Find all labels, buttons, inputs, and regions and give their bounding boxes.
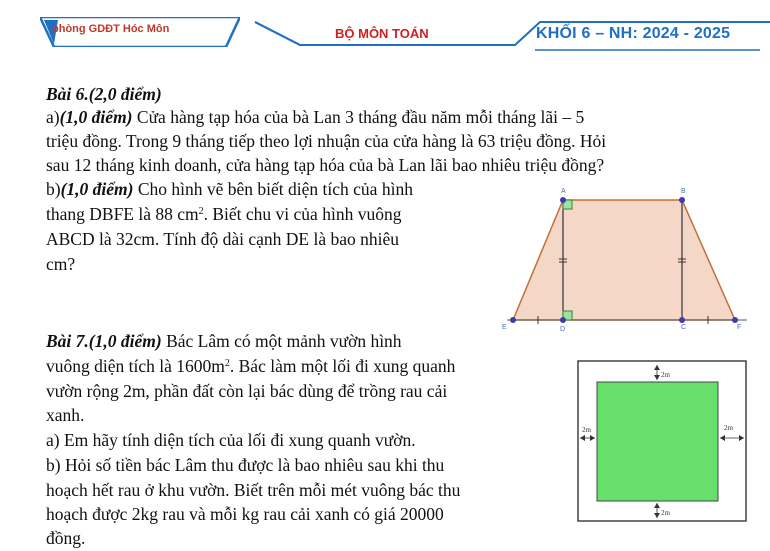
- label-e: E: [502, 324, 507, 331]
- dim-bottom-label: 2m: [661, 509, 670, 517]
- bai7-text1: Bác Lâm có một mảnh vườn hình: [161, 331, 402, 351]
- bai7-line6: b) Hỏi số tiền bác Lâm thu được là bao nhiêu sau khi thu: [46, 455, 445, 475]
- bai6-a-line1: [46, 106, 584, 128]
- label-f: F: [737, 324, 742, 331]
- bai6-a-line2: triệu đồng. Trong 9 tháng tiếp theo lợi nhuận của cửa hàng là 63 triệu đồng. Hỏi: [46, 131, 607, 151]
- label-c: C: [681, 324, 687, 331]
- bai6-b-marks: (1,0 điểm): [60, 179, 134, 199]
- bai7-title: Bài 7.(1,0 điểm): [46, 331, 162, 351]
- bai6-a-line3: sau 12 tháng kinh doanh, cửa hàng tạp hóa của bà Lan lãi bao nhiêu triệu đồng?: [46, 155, 605, 175]
- bai6-a-text1: Cửa hàng tạp hóa của bà Lan 3 tháng đầu năm mỗi tháng lãi – 5: [132, 107, 585, 127]
- bai7-line1: [46, 330, 402, 352]
- bai6-b-line2: [46, 203, 401, 225]
- bai7-line2: [46, 355, 455, 377]
- dim-right-label: 2m: [724, 424, 733, 432]
- bai6-b-line4: cm?: [46, 254, 76, 274]
- bai6-title: Bài 6.(2,0 điểm): [46, 84, 162, 104]
- label-d: D: [560, 326, 566, 333]
- bai6-b-sup: 2: [198, 206, 204, 217]
- bai6-b-text1: Cho hình vẽ bên biết diện tích của hình: [133, 179, 413, 199]
- bai7-line5: a) Em hãy tính diện tích của lối đi xung quanh vườn.: [46, 430, 416, 450]
- dim-left-label: 2m: [582, 426, 591, 434]
- header-grade-year: KHỐI 6 – NH: 2024 - 2025: [536, 25, 731, 42]
- bai7-text2a: vuông diện tích là 1600m: [46, 356, 225, 376]
- header-department: BỘ MÔN TOÁN: [335, 26, 429, 41]
- point-a: [560, 197, 566, 203]
- garden-inner: [597, 382, 718, 501]
- point-b: [679, 197, 685, 203]
- bai7-line7: hoạch hết rau ở khu vườn. Biết trên mỗi mét vuông bác thu: [46, 480, 461, 500]
- trapezoid-figure: [497, 183, 752, 335]
- bai6-b-line1: [46, 178, 413, 200]
- header-school: phòng GDĐT Hóc Môn: [52, 23, 170, 35]
- bai6-a-prefix: a): [46, 107, 60, 127]
- point-f: [732, 317, 738, 323]
- trapezoid-shape: [513, 200, 735, 320]
- bai6-b-text2b: . Biết chu vi của hình vuông: [203, 204, 402, 224]
- bai7-line4: xanh.: [46, 405, 85, 425]
- bai7-sup: 2: [224, 358, 230, 369]
- garden-figure: [577, 360, 747, 522]
- point-c: [679, 317, 685, 323]
- dim-top-label: 2m: [661, 371, 670, 379]
- bai6-b-text2a: thang DBFE là 88 cm: [46, 204, 199, 224]
- bai7-text2b: . Bác làm một lối đi xung quanh: [229, 356, 456, 376]
- bai7-line9: đồng.: [46, 528, 86, 548]
- bai7-line3: vườn rộng 2m, phần đất còn lại bác dùng để trồng rau cải: [46, 381, 448, 401]
- label-a: A: [561, 188, 566, 195]
- bai6-b-prefix: b): [46, 179, 61, 199]
- point-e: [510, 317, 516, 323]
- point-d: [560, 317, 566, 323]
- bai6-a-marks: (1,0 điểm): [59, 107, 133, 127]
- bai7-line8: hoạch được 2kg rau và mỗi kg rau cải xanh có giá 20000: [46, 504, 444, 524]
- label-b: B: [681, 188, 686, 195]
- page-header: [0, 0, 770, 75]
- bai6-b-line3: ABCD là 32cm. Tính độ dài cạnh DE là bao nhiêu: [46, 229, 400, 249]
